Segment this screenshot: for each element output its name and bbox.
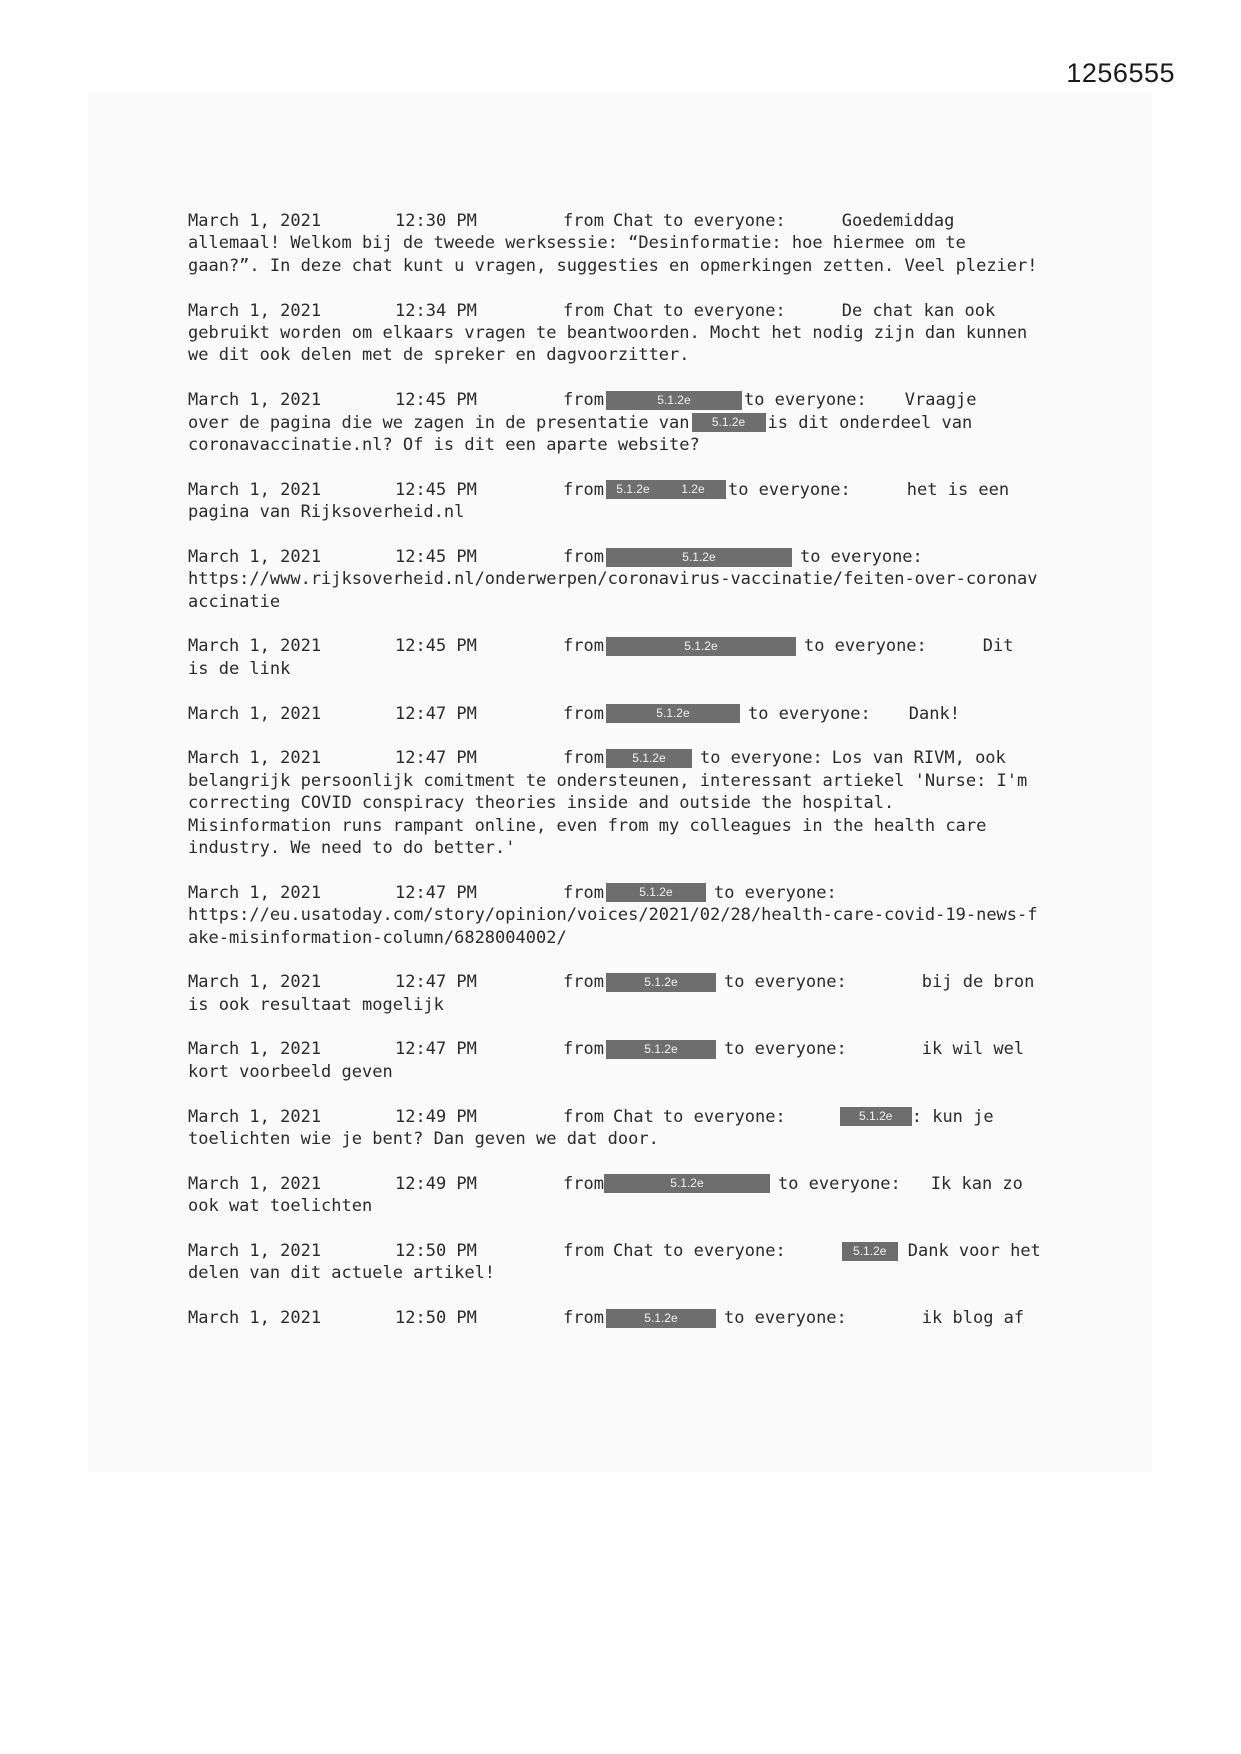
redacted-sender: 5.1.2e [606, 749, 692, 768]
redacted-sender: 1.2e [660, 480, 726, 499]
recipient-label: to everyone: [803, 636, 927, 657]
message-start: De chat kan ook [841, 300, 996, 321]
from-label: from [563, 703, 604, 724]
chat-entry [188, 210, 1068, 277]
message-line: belangrijk persoonlijk comitment te ondersteunen, interessant artiekel 'Nurse: I'm [188, 770, 1028, 791]
entry-header [188, 1038, 1068, 1060]
message-line: we dit ook delen met de spreker en dagvoorzitter. [188, 345, 690, 366]
chat-entry [188, 546, 1068, 613]
chat-entry [188, 389, 1068, 456]
redacted-sender: 5.1.2e [606, 548, 792, 567]
entry-date: March 1, 2021 [188, 479, 322, 500]
from-label: from [563, 300, 604, 321]
redacted-sender: 5.1.2e [606, 704, 740, 723]
message-start: Ik kan zo [930, 1173, 1023, 1194]
entry-header [188, 1173, 1068, 1195]
chat-log [188, 210, 1068, 1352]
entry-time: 12:34 PM [395, 300, 477, 321]
redacted-sender: 5.1.2e [606, 883, 706, 902]
message-line: gaan?”. In deze chat kunt u vragen, suggesties en opmerkingen zetten. Veel plezier! [188, 255, 1038, 276]
chat-entry [188, 882, 1068, 949]
chat-entry [188, 971, 1068, 1016]
message-link: ake-misinformation-column/6828004002/ [188, 927, 567, 948]
redacted-sender: 5.1.2e [606, 637, 796, 656]
message-start: : kun je [911, 1106, 994, 1127]
recipient-label: to everyone: [723, 972, 847, 993]
from-label: from [563, 972, 604, 993]
message-line: Misinformation runs rampant online, even from my colleagues in the health care [188, 815, 987, 836]
entry-time: 12:50 PM [395, 1240, 477, 1261]
recipient-label: to everyone: [662, 211, 786, 231]
entry-date: March 1, 2021 [188, 1240, 322, 1261]
recipient-label: to everyone: [662, 1240, 786, 1261]
redacted-sender: 5.1.2e [606, 480, 660, 499]
message-line: correcting COVID conspiracy theories inside and outside the hospital. [188, 793, 895, 814]
from-label: from [563, 1240, 604, 1261]
from-label: from [563, 748, 604, 769]
message-line: delen van dit actuele artikel! [188, 1263, 496, 1284]
from-label: from [563, 1039, 604, 1060]
recipient-label: to everyone: [723, 1039, 847, 1060]
message-start: Dank! [908, 703, 960, 724]
chat-entry [188, 635, 1068, 680]
message-start: Dit [982, 636, 1014, 657]
from-label: from [563, 882, 604, 903]
entry-date: March 1, 2021 [188, 748, 322, 769]
recipient-label: to everyone: [799, 546, 923, 567]
message-start: Vraagje [904, 390, 977, 411]
sender-name: Chat [612, 300, 654, 321]
chat-entry [188, 1240, 1068, 1285]
entry-time: 12:50 PM [395, 1308, 477, 1329]
entry-date: March 1, 2021 [188, 1106, 322, 1127]
message-start: Goedemiddag [841, 211, 955, 231]
recipient-label: to everyone: [699, 748, 823, 769]
entry-header [188, 210, 1068, 232]
entry-time: 12:45 PM [395, 636, 477, 657]
entry-date: March 1, 2021 [188, 546, 322, 567]
entry-date: March 1, 2021 [188, 882, 322, 903]
entry-date: March 1, 2021 [188, 703, 322, 724]
message-start: het is een [906, 479, 1010, 500]
entry-header [188, 635, 1068, 657]
entry-time: 12:49 PM [395, 1173, 477, 1194]
entry-header [188, 882, 1068, 904]
entry-date: March 1, 2021 [188, 300, 322, 321]
entry-date: March 1, 2021 [188, 1173, 322, 1194]
from-label: from [563, 211, 604, 231]
chat-entry [188, 1307, 1068, 1329]
entry-header [188, 300, 1068, 322]
message-start: ik blog af [921, 1308, 1025, 1329]
message-line: is de link [188, 658, 291, 679]
sender-name: Chat [612, 211, 654, 231]
message-start: ik wil wel [921, 1039, 1025, 1060]
message-line: industry. We need to do better.' [188, 837, 516, 858]
chat-entry [188, 479, 1068, 524]
redacted-sender: 5.1.2e [604, 1174, 770, 1193]
entry-time: 12:45 PM [395, 479, 477, 500]
recipient-label: to everyone: [743, 390, 867, 411]
entry-time: 12:47 PM [395, 1039, 477, 1060]
from-label: from [563, 1106, 604, 1127]
entry-date: March 1, 2021 [188, 211, 322, 231]
entry-time: 12:45 PM [395, 390, 477, 411]
message-text: is dit onderdeel van [767, 412, 973, 433]
entry-time: 12:47 PM [395, 703, 477, 724]
entry-header [188, 1307, 1068, 1329]
chat-entry [188, 1173, 1068, 1218]
entry-date: March 1, 2021 [188, 1308, 322, 1329]
message-link: accinatie [188, 591, 281, 612]
from-label: from [563, 1173, 604, 1194]
recipient-label: to everyone: [662, 300, 786, 321]
sender-name: Chat [612, 1106, 654, 1127]
message-line: pagina van Rijksoverheid.nl [188, 502, 465, 523]
entry-header [188, 479, 1068, 501]
entry-header [188, 703, 1068, 725]
chat-entry [188, 1038, 1068, 1083]
redacted-sender: 5.1.2e [606, 391, 742, 410]
chat-entry [188, 747, 1068, 859]
recipient-label: to everyone: [727, 479, 851, 500]
entry-header [188, 1240, 1068, 1262]
message-start: bij de bron [921, 972, 1035, 993]
chat-entry [188, 300, 1068, 367]
entry-date: March 1, 2021 [188, 390, 322, 411]
message-start: Dank voor het [907, 1240, 1041, 1261]
entry-time: 12:47 PM [395, 748, 477, 769]
recipient-label: to everyone: [723, 1308, 847, 1329]
entry-date: March 1, 2021 [188, 972, 322, 993]
recipient-label: to everyone: [747, 703, 871, 724]
from-label: from [563, 1308, 604, 1329]
entry-header [188, 1106, 1068, 1128]
message-line: coronavaccinatie.nl? Of is dit een aparte website? [188, 434, 700, 455]
from-label: from [563, 546, 604, 567]
chat-entry [188, 1106, 1068, 1151]
entry-header [188, 971, 1068, 993]
message-link: https://eu.usatoday.com/story/opinion/voices/2021/02/28/health-care-covid-19-news-f [188, 905, 1038, 926]
message-line: allemaal! Welkom bij de tweede werksessie: “Desinformatie: hoe hiermee om te [188, 233, 966, 254]
from-label: from [563, 636, 604, 657]
sender-name: Chat [612, 1240, 654, 1261]
message-line: kort voorbeeld geven [188, 1061, 393, 1082]
message-line [188, 412, 1068, 434]
recipient-label: to everyone: [713, 882, 837, 903]
redacted-name: 5.1.2e [840, 1107, 912, 1126]
entry-header [188, 747, 1068, 769]
recipient-label: to everyone: [662, 1106, 786, 1127]
entry-date: March 1, 2021 [188, 1039, 322, 1060]
redacted-sender: 5.1.2e [606, 973, 716, 992]
redacted-sender: 5.1.2e [606, 1040, 716, 1059]
message-line: ook wat toelichten [188, 1196, 373, 1217]
from-label: from [563, 479, 604, 500]
entry-time: 12:45 PM [395, 546, 477, 567]
message-start: Los van RIVM, ook [831, 748, 1006, 769]
recipient-label: to everyone: [777, 1173, 901, 1194]
message-line: is ook resultaat mogelijk [188, 994, 444, 1015]
entry-time: 12:49 PM [395, 1106, 477, 1127]
message-text: over de pagina die we zagen in de presentatie van [188, 412, 690, 433]
redacted-sender: 5.1.2e [606, 1309, 716, 1328]
redacted-name: 5.1.2e [842, 1242, 898, 1261]
entry-header [188, 389, 1068, 411]
from-label: from [563, 390, 604, 411]
message-line: gebruikt worden om elkaars vragen te beantwoorden. Mocht het nodig zijn dan kunnen [188, 322, 1028, 343]
message-link: https://www.rijksoverheid.nl/onderwerpen/coronavirus-vaccinatie/feiten-over-coronav [188, 569, 1038, 590]
entry-header [188, 546, 1068, 568]
chat-entry [188, 703, 1068, 725]
redacted-name: 5.1.2e [692, 413, 766, 432]
document-number: 1256555 [1066, 58, 1175, 88]
entry-time: 12:30 PM [395, 211, 477, 231]
entry-time: 12:47 PM [395, 972, 477, 993]
message-line: toelichten wie je bent? Dan geven we dat door. [188, 1129, 659, 1150]
entry-date: March 1, 2021 [188, 636, 322, 657]
entry-time: 12:47 PM [395, 882, 477, 903]
